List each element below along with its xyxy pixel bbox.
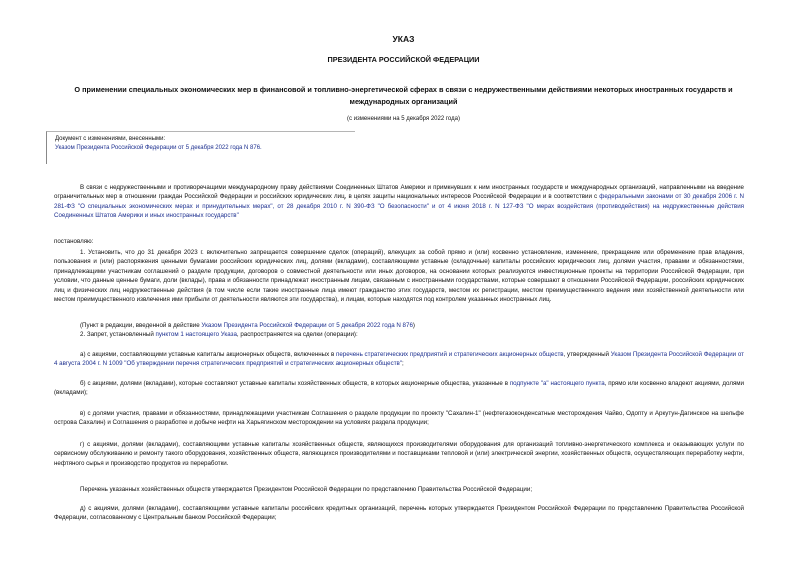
subclause-a-mid: , утвержденный bbox=[563, 351, 611, 358]
clause-1-note-end: ) bbox=[412, 322, 415, 329]
subclause-a-paragraph bbox=[54, 350, 744, 369]
preamble-text: В связи с недружественными и противоречащими международному праву действиями Соединенных Штатов Америки и примкнувших к ним иностранных государств и международных организаций, направленными на введение ограничительных мер в отношении граждан Российской Федерации и российских юридических лиц, в целях защиты национальных интересов Российской Федерации и в соответствии с bbox=[54, 184, 744, 201]
subclause-a-text: а) с акциями, составляющими уставные капиталы акционерных обществ, включенных в bbox=[80, 351, 337, 358]
document-title: О применении специальных экономических мер в финансовой и топливно-энергетической сферах в связи с недружественными действиями некоторых иностранных государств и международных организаций bbox=[74, 85, 733, 106]
amendments-label: Документ с изменениями, внесенными: bbox=[55, 136, 166, 142]
subclause-d-paragraph: д) с акциями, долями (вкладами), составляющими уставные капиталы российских кредитных организаций, перечень которых утверждается Президентом Российской Федерации по представлению Правительства Российской Федерации, согласованному с Центральным банком Российской Федерации; bbox=[54, 505, 744, 522]
subclause-b-end: , прямо или косвенно владеют акциями, долями (вкладами); bbox=[54, 380, 745, 397]
amendment-link[interactable]: Указом Президента Российской Федерации от 5 декабря 2022 года N 876. bbox=[55, 145, 262, 152]
subclause-a-end: ; bbox=[402, 360, 404, 368]
preamble-paragraph bbox=[54, 183, 744, 221]
issuer-heading: ПРЕЗИДЕНТА РОССИЙСКОЙ ФЕДЕРАЦИИ bbox=[327, 55, 480, 64]
clause-1-link[interactable]: пунктом 1 настоящего Указа bbox=[155, 331, 237, 338]
subclause-b-text: б) с акциями, долями (вкладами), которые составляют уставные капиталы хозяйственных обществ, в которых акционерные общества, указанные в bbox=[80, 380, 510, 387]
subclause-b-paragraph bbox=[54, 379, 744, 398]
clause-1-note-text: (Пункт в редакции, введенной в действие bbox=[80, 322, 202, 329]
clause-1-paragraph: 1. Установить, что до 31 декабря 2023 г. включительно запрещается совершение сделок (операций), влекущих за собой прямо и (или) косвенно установление, изменение, прекращение или обременение прав владения, пользования и (или) распоряжения ценными бумагами российских юридических лиц, долями (вкладами), составляющими уставные (складочные) капиталы российских юридических лиц, долями участия, правами и обязанностями, принадлежащими участникам соглашений о разделе продукции, договоров о совместной деятельности или иных договоров, на основании которых реализуются инвестиционные проекты на территории Российской Федерации, при условии, что данные ценные бумаги, доли (вклады), права и обязанности принадлежат иностранным лицам, связанным с иностранными государствами, которые совершают в отношении Российской Федерации, российских юридических лиц и физических лиц недружественные действия (в том числе если такие иностранные лица имеют гражданство этих государств, местом их регистрации, местом преимущественного ведения ими хозяйственной деятельности или местом преимущественного извлечения ими прибыли от деятельности являются эти государства), и лицам, которые находятся под контролем указанных иностранных лиц. bbox=[54, 249, 744, 304]
amendment-date: (с изменениями на 5 декабря 2022 года) bbox=[347, 116, 460, 122]
clause-2-text: 2. Запрет, установленный bbox=[80, 331, 156, 338]
subclause-g-paragraph: г) с акциями, долями (вкладами), составляющими уставные капиталы хозяйственных обществ, являющихся производителями оборудования для организаций топливно-энергетического комплекса и оказывающих услуги по сервисному обслуживанию и ремонту такого оборудования, хозяйственных обществ, являющихся производителями и поставщиками тепловой и (или) электрической энергии, хозяйственных обществ, осуществляющих переработку нефти, нефтяного сырья и производство продуктов из переработки. bbox=[54, 441, 744, 467]
clause-2-text-end: , распространяется на сделки (операции): bbox=[236, 331, 358, 338]
clause-1-note bbox=[54, 321, 744, 330]
decree-1009-link[interactable]: Указом Президента Российской Федерации от 4 августа 2004 г. N 1009 "Об утверждении перечня стратегических предприятий и стратегических акционерных обществ" bbox=[54, 351, 745, 368]
amendments-box bbox=[46, 131, 355, 164]
strategic-list-link[interactable]: перечень стратегических предприятий и стратегических акционерных обществ bbox=[336, 351, 564, 358]
federal-laws-link[interactable]: федеральными законами от 30 декабря 2006 г. N 281-ФЗ "О специальных экономических мерах и принудительных мерах", от 28 декабря 2010 г. N 390-ФЗ "О безопасности" и от 4 июня 2018 г. N 127-ФЗ "О мерах воздействия (противодействия) на недружественные действия Соединенных Штатов Америки и иных иностранных государств" bbox=[54, 193, 744, 220]
perechen-paragraph: Перечень указанных хозяйственных обществ утверждается Президентом Российской Федерации по представлению Правительства Российской Федерации; bbox=[80, 486, 533, 493]
clause-2-paragraph bbox=[54, 330, 744, 339]
subclause-v-paragraph: в) с долями участия, правами и обязанностями, принадлежащими участникам Соглашения о разделе продукции по проекту "Сахалин-1" (нефтегазоконденсатные месторождения Чайво, Одопту и Аркутун-Дагинское на шельфе острова Сахалин) и Соглашения о разработке и добыче нефти на Харьягинском месторождении на условиях раздела продукции; bbox=[54, 410, 744, 427]
postanovlyayu-text: постановляю: bbox=[54, 238, 94, 245]
subclause-a-link[interactable]: подпункте "а" настоящего пункта bbox=[509, 380, 605, 387]
clause-1-note-link[interactable]: Указом Президента Российской Федерации от 5 декабря 2022 года N 876 bbox=[201, 322, 413, 329]
document-type-heading: УКАЗ bbox=[392, 34, 415, 44]
